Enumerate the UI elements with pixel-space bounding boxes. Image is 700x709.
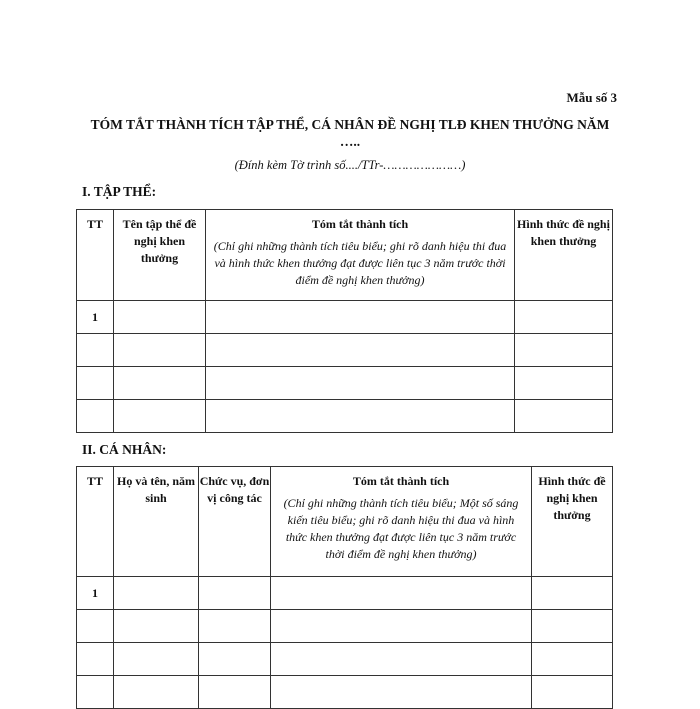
table-row — [77, 610, 613, 643]
title-text: TÓM TẮT THÀNH TÍCH TẬP THỂ, CÁ NHÂN ĐỀ NGHỊ TLĐ KHEN THƯỞNG NĂM — [90, 117, 610, 132]
row-number-cell: 1 — [77, 577, 114, 610]
column-header-position: Chức vụ, đơn vị công tác — [199, 467, 271, 577]
column-header-form: Hình thức đề nghị khen thưởng — [532, 467, 613, 577]
table-row — [77, 643, 613, 676]
summary-cell — [206, 334, 515, 367]
table-row — [77, 400, 613, 433]
summary-cell — [271, 676, 532, 709]
section-heading-collective: I. TẬP THỂ: — [82, 184, 157, 199]
column-header-form: Hình thức đề nghị khen thưởng — [515, 210, 613, 301]
form-code: Mẫu số 3 — [566, 90, 617, 105]
column-header-name: Tên tập thể đề nghị khen thưởng — [114, 210, 206, 301]
name-cell — [114, 610, 199, 643]
summary-cell — [271, 610, 532, 643]
column-header-tt: TT — [77, 467, 114, 577]
form-cell — [532, 643, 613, 676]
individual-table — [76, 466, 613, 709]
summary-cell — [206, 367, 515, 400]
form-cell — [515, 367, 613, 400]
name-cell — [114, 334, 206, 367]
column-header-summary-note: (Chỉ ghi những thành tích tiêu biểu; ghi rõ danh hiệu thi đua và hình thức khen thưởng đạt được liên tục 3 năm trước thời điểm đề nghị khen thưởng) — [213, 239, 507, 287]
document-subtitle: (Đính kèm Tờ trình số..../TTr-…………………) — [234, 158, 466, 172]
name-cell — [114, 676, 199, 709]
form-cell — [515, 301, 613, 334]
name-cell — [114, 643, 199, 676]
row-number-cell — [77, 643, 114, 676]
form-cell — [532, 676, 613, 709]
summary-cell — [206, 301, 515, 334]
column-header-summary-title: Tóm tắt thành tích — [352, 474, 450, 488]
row-number-cell — [77, 367, 114, 400]
name-cell — [114, 367, 206, 400]
table-row — [77, 676, 613, 709]
table-header-row — [77, 210, 613, 301]
column-header-summary — [206, 210, 515, 301]
row-number-cell — [77, 676, 114, 709]
row-number-cell: 1 — [77, 301, 114, 334]
summary-cell — [206, 400, 515, 433]
row-number-cell — [77, 400, 114, 433]
collective-table — [76, 209, 613, 433]
row-number-cell — [77, 610, 114, 643]
table-row — [77, 577, 613, 610]
name-cell — [114, 400, 206, 433]
form-cell — [515, 334, 613, 367]
document-title — [0, 116, 700, 150]
title-dots: ….. — [339, 134, 361, 149]
table-row — [77, 301, 613, 334]
column-header-name: Họ và tên, năm sinh — [114, 467, 199, 577]
table-row — [77, 334, 613, 367]
name-cell — [114, 301, 206, 334]
position-cell — [199, 676, 271, 709]
table-header-row — [77, 467, 613, 577]
column-header-summary — [271, 467, 532, 577]
table-row — [77, 367, 613, 400]
position-cell — [199, 643, 271, 676]
summary-cell — [271, 643, 532, 676]
row-number-cell — [77, 334, 114, 367]
form-cell — [532, 577, 613, 610]
summary-cell — [271, 577, 532, 610]
position-cell — [199, 610, 271, 643]
column-header-summary-title: Tóm tắt thành tích — [311, 217, 409, 231]
column-header-tt: TT — [77, 210, 114, 301]
form-cell — [532, 610, 613, 643]
position-cell — [199, 577, 271, 610]
column-header-summary-note: (Chỉ ghi những thành tích tiêu biểu; Một số sáng kiến tiêu biểu; ghi rõ danh hiệu thi đua và hình thức khen thưởng đạt được liên tục 3 năm trước thời điểm đề nghị khen thưởng) — [283, 496, 519, 561]
name-cell — [114, 577, 199, 610]
form-cell — [515, 400, 613, 433]
section-heading-individual: II. CÁ NHÂN: — [82, 442, 167, 457]
